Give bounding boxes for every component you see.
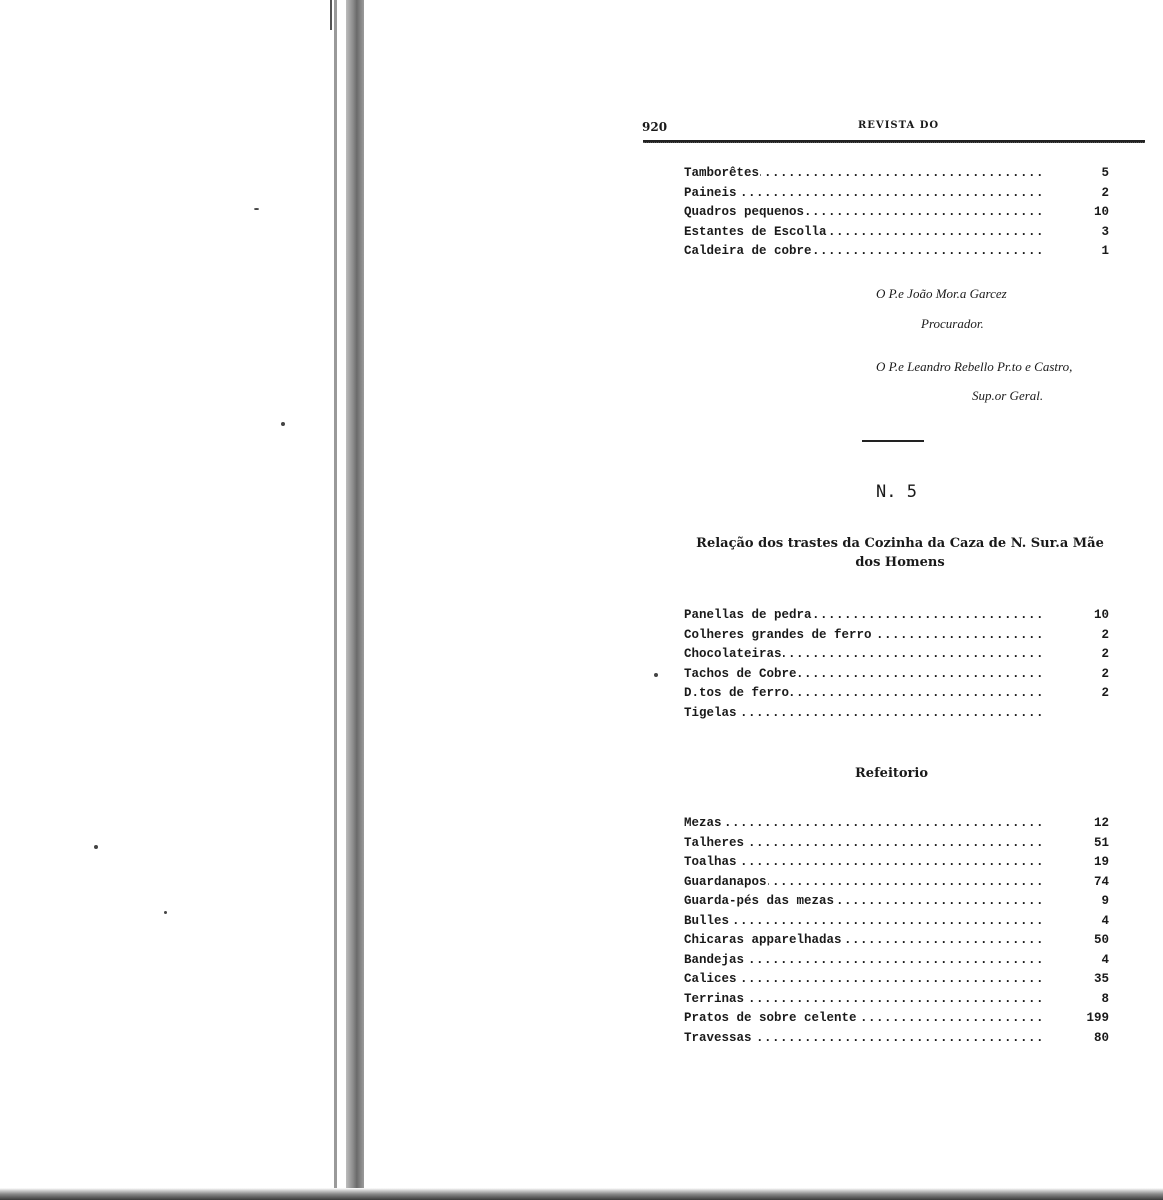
item-label-leader <box>684 970 1046 990</box>
item-label-leader <box>684 645 1046 665</box>
section-title: Refeitorio <box>855 766 929 781</box>
item-quantity: 5 <box>1101 166 1109 180</box>
item-label-leader <box>684 704 1046 724</box>
title-line-1: Relação dos trastes da Cozinha da Caza de N. Sur.a Mãe <box>696 536 1104 551</box>
item-label: Paineis <box>684 185 737 200</box>
item-label-leader <box>684 665 1046 685</box>
scan-speck <box>281 422 285 426</box>
signature-line-3: O P.e Leandro Rebello Pr.to e Castro, <box>876 359 1073 374</box>
item-quantity: 2 <box>1101 185 1109 200</box>
item-label: Tigelas <box>684 705 737 720</box>
list-item <box>684 645 1109 665</box>
item-label: Terrinas <box>684 991 745 1006</box>
list-item <box>684 606 1109 626</box>
item-label-leader <box>684 184 1046 204</box>
scan-speck <box>254 208 259 210</box>
item-quantity: 2 <box>1101 666 1109 681</box>
items-list-3 <box>684 814 1109 1048</box>
list-item <box>684 242 1109 262</box>
item-quantity: 4 <box>1101 913 1109 928</box>
item-quantity: 80 <box>1093 1030 1109 1045</box>
document-title <box>655 534 1145 572</box>
list-item <box>684 892 1109 912</box>
item-label-leader <box>684 912 1046 932</box>
item-quantity: 51 <box>1093 835 1109 850</box>
list-item <box>684 164 1109 184</box>
item-quantity: 35 <box>1093 972 1109 986</box>
list-item <box>684 1009 1109 1029</box>
list-item <box>684 834 1109 854</box>
item-quantity: 10 <box>1093 608 1109 622</box>
item-label: Mezas <box>684 816 722 830</box>
item-label: Pratos de sobre celente <box>684 1011 857 1025</box>
item-label-leader <box>684 606 1046 626</box>
title-line-2: dos Homens <box>855 555 945 570</box>
list-item <box>684 912 1109 932</box>
list-item <box>684 814 1109 834</box>
item-label-leader <box>684 626 1046 646</box>
item-quantity: 8 <box>1101 991 1109 1006</box>
running-title: REVISTA DO <box>858 120 940 131</box>
list-item <box>684 684 1109 704</box>
items-list-2 <box>684 606 1109 723</box>
item-label-leader <box>684 1029 1046 1049</box>
item-quantity: 2 <box>1101 647 1109 661</box>
list-item <box>684 223 1109 243</box>
item-label-leader <box>684 990 1046 1010</box>
header-rule <box>643 140 1145 143</box>
document-number: N. 5 <box>876 482 917 502</box>
item-quantity: 1 <box>1101 244 1109 258</box>
book-gutter <box>330 0 372 1200</box>
list-item <box>684 853 1109 873</box>
item-quantity: 9 <box>1101 894 1109 908</box>
item-label: D.tos de ferro <box>684 686 790 700</box>
item-label: Chocolateiras <box>684 647 782 661</box>
list-item <box>684 970 1109 990</box>
item-label-leader <box>684 1009 1046 1029</box>
item-label-leader <box>684 931 1046 951</box>
item-label: Guarda-pés das mezas <box>684 894 835 908</box>
list-item <box>684 665 1109 685</box>
item-label: Travessas <box>684 1030 752 1045</box>
list-item <box>684 184 1109 204</box>
item-label-leader <box>684 164 1046 184</box>
item-label: Bandejas <box>684 952 745 967</box>
section-divider <box>862 440 924 442</box>
item-label-leader <box>684 951 1046 971</box>
item-label-leader <box>684 873 1046 893</box>
item-label: Caldeira de cobre <box>684 244 812 258</box>
item-quantity: 4 <box>1101 952 1109 967</box>
scan-speck <box>654 673 658 677</box>
item-quantity: 2 <box>1101 627 1109 642</box>
signature-line-2: Procurador. <box>921 316 984 331</box>
page-header <box>640 118 1145 138</box>
item-quantity: 199 <box>1086 1011 1109 1025</box>
item-label: Tamborêtes <box>684 166 760 180</box>
list-item <box>684 951 1109 971</box>
item-label: Colheres grandes de ferro <box>684 627 872 642</box>
list-item <box>684 626 1109 646</box>
list-item <box>684 990 1109 1010</box>
item-label: Bulles <box>684 913 730 928</box>
item-label: Toalhas <box>684 855 737 869</box>
list-item <box>684 704 1109 724</box>
item-label: Panellas de pedra <box>684 608 812 622</box>
item-quantity: 3 <box>1101 224 1109 239</box>
item-label-leader <box>684 814 1046 834</box>
item-label-leader <box>684 684 1046 704</box>
item-quantity: 74 <box>1093 874 1109 889</box>
list-item <box>684 873 1109 893</box>
list-item <box>684 1029 1109 1049</box>
item-label-leader <box>684 242 1046 262</box>
scan-speck <box>164 911 167 914</box>
list-item <box>684 203 1109 223</box>
page-number: 920 <box>642 120 668 134</box>
items-list-1 <box>684 164 1109 262</box>
item-label: Calices <box>684 972 737 986</box>
item-label-leader <box>684 223 1046 243</box>
signature-line-4: Sup.or Geral. <box>972 388 1044 403</box>
item-quantity: 2 <box>1101 686 1109 700</box>
list-item <box>684 931 1109 951</box>
item-label-leader <box>684 834 1046 854</box>
item-quantity: 12 <box>1093 816 1109 830</box>
page-bottom-edge <box>0 1188 1163 1200</box>
item-label-leader <box>684 892 1046 912</box>
item-label: Talheres <box>684 835 745 850</box>
item-label-leader <box>684 203 1046 223</box>
item-label: Quadros pequenos <box>684 205 805 219</box>
item-label-leader <box>684 853 1046 873</box>
item-label: Guardanapos <box>684 874 767 889</box>
item-quantity: 19 <box>1093 855 1109 869</box>
item-quantity: 50 <box>1093 933 1109 947</box>
item-label: Chicaras apparelhadas <box>684 933 842 947</box>
signature-line-1: O P.e João Mor.a Garcez <box>876 286 1007 301</box>
item-label: Estantes de Escolla <box>684 224 827 239</box>
scan-speck <box>94 845 98 849</box>
item-label: Tachos de Cobre <box>684 666 797 681</box>
item-quantity: 10 <box>1093 205 1109 219</box>
